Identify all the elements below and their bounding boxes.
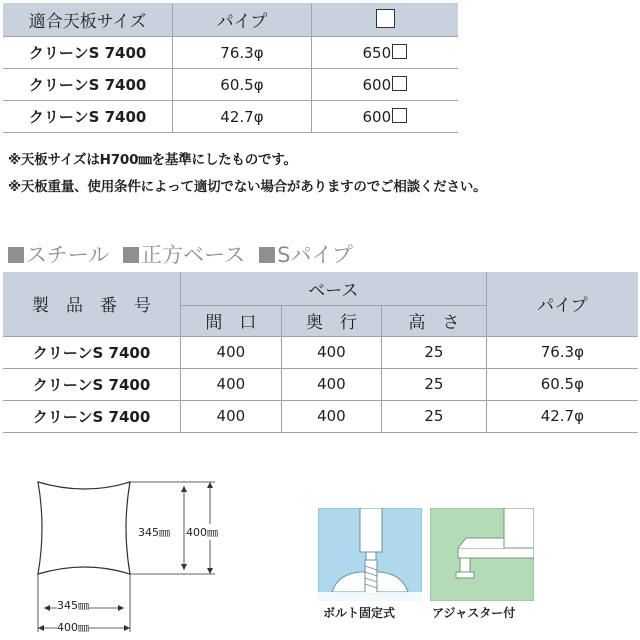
pipe-cell: 42.7φ [173,101,311,133]
header-height: 高 さ [382,305,487,336]
square-icon [392,44,407,59]
header-base: ベース [181,272,487,305]
header-depth: 奥 行 [281,305,382,336]
width-cell: 400 [181,336,282,368]
square-icon [392,76,407,91]
square-icon [392,108,407,123]
pipe-cell: 60.5φ [173,69,311,101]
top-size-cell: 600 [311,101,458,133]
table-row [3,69,458,101]
bolt-fixed-label: ボルト固定式 [323,606,396,620]
height-cell: 25 [382,400,487,432]
section-title [8,239,353,269]
tag-steel: スチール [26,243,110,267]
note-2: ※天板重量、使用条件によって適切でない場合がありますのでご相談ください。 [8,179,487,195]
dim-outer-vertical: 400㎜ [186,526,218,539]
header-top-size: 適合天板サイズ [3,3,173,37]
adjuster-label: アジャスター付 [432,606,516,620]
product-cell: クリーンS 7400 [3,101,173,133]
header-pipe: パイプ [173,3,311,37]
header-width: 間 口 [181,305,282,336]
pipe-cell: 76.3φ [486,336,638,368]
header-square-icon [311,3,458,37]
height-cell: 25 [382,368,487,400]
product-cell: クリーンS 7400 [3,37,173,69]
tag-s-pipe: Sパイプ [277,243,353,267]
note-1: ※天板サイズはH700㎜を基準にしたものです。 [8,152,297,168]
bolt-fixed-illustration [318,508,422,601]
product-cell: クリーンS 7400 [3,368,181,400]
spec-table [3,272,638,433]
header-pipe: パイプ [486,272,638,336]
dim-inner-horizontal: 345㎜ [57,599,89,612]
table-row [3,336,638,368]
pipe-cell: 60.5φ [486,368,638,400]
depth-cell: 400 [281,400,382,432]
product-cell: クリーンS 7400 [3,400,181,432]
table-row [3,368,638,400]
header-product-number: 製 品 番 号 [3,272,181,336]
depth-cell: 400 [281,336,382,368]
base-dimension-diagram [0,470,240,640]
height-cell: 25 [382,336,487,368]
depth-cell: 400 [281,368,382,400]
pipe-cell: 42.7φ [486,400,638,432]
adjuster-illustration [430,508,534,601]
table-row [3,400,638,432]
width-cell: 400 [181,400,282,432]
width-cell: 400 [181,368,282,400]
dim-outer-horizontal: 400㎜ [57,621,89,634]
table-row [3,101,458,133]
top-size-cell: 650 [311,37,458,69]
top-size-cell: 600 [311,69,458,101]
product-cell: クリーンS 7400 [3,336,181,368]
tag-square-base: 正方ベース [141,243,246,267]
pipe-cell: 76.3φ [173,37,311,69]
base-outline [38,482,130,574]
dim-inner-vertical: 345㎜ [138,526,170,539]
top-size-table [3,3,458,133]
product-cell: クリーンS 7400 [3,69,173,101]
table-row [3,37,458,69]
